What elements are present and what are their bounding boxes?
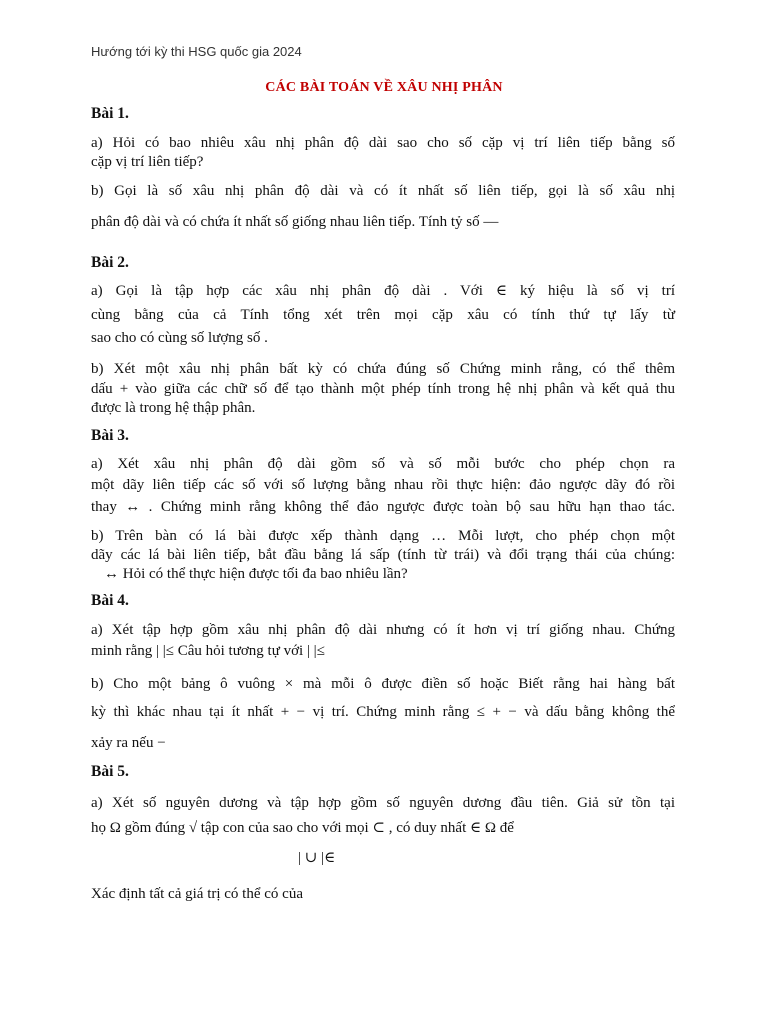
problem-4-heading: Bài 4. (91, 592, 129, 609)
problem-3a-line-2: một dãy liên tiếp các số với số lượng bằng nhau rồi thực hiện: đảo ngược dãy đó rồi (91, 477, 675, 493)
page-header: Hướng tới kỳ thi HSG quốc gia 2024 (91, 44, 302, 59)
problem-2a-line-3: sao cho có cùng số lượng số . (91, 330, 268, 346)
problem-2b-line-3: được là trong hệ thập phân. (91, 400, 256, 416)
problem-4b-line-2: kỳ thì khác nhau tại ít nhất + − vị trí. Chứng minh rằng ≤ + − và dấu bằng không thể (91, 704, 675, 720)
problem-2b-line-2: dấu + vào giữa các chữ số để tạo thành một phép tính trong hệ nhị phân và kết quả thu (91, 381, 675, 397)
problem-5a-line-1: a) Xét số nguyên dương và tập hợp gồm số nguyên dương đầu tiên. Giả sử tồn tại (91, 795, 675, 811)
problem-5a-line-3: | ∪ |∈ (298, 850, 336, 866)
problem-1b-line-2: phân độ dài và có chứa ít nhất số giống nhau liên tiếp. Tính tỷ số — (91, 214, 499, 230)
problem-4a-line-2: minh rằng | |≤ Câu hỏi tương tự với | |≤ (91, 643, 325, 659)
problem-2b-line-1: b) Xét một xâu nhị phân bất kỳ có chứa đúng số Chứng minh rằng, có thể thêm (91, 361, 675, 377)
problem-1a-line-2: cặp vị trí liên tiếp? (91, 154, 204, 170)
problem-1-heading: Bài 1. (91, 105, 129, 122)
problem-2-heading: Bài 2. (91, 254, 129, 271)
problem-3a-line-3: thay ↔ . Chứng minh rằng không thể đảo ngược được toàn bộ sau hữu hạn thao tác. (91, 499, 675, 515)
problem-1a-line-1: a) Hỏi có bao nhiêu xâu nhị phân độ dài sao cho số cặp vị trí liên tiếp bằng số (91, 135, 675, 151)
problem-4b-line-1: b) Cho một bảng ô vuông × mà mỗi ô được điền số hoặc Biết rằng hai hàng bất (91, 676, 675, 692)
problem-3b-line-3: ↔ Hỏi có thể thực hiện được tối đa bao nhiêu lần? (104, 566, 408, 582)
problem-1b-line-1: b) Gọi là số xâu nhị phân độ dài và có ít nhất số liên tiếp, gọi là số xâu nhị (91, 183, 675, 199)
problem-5a-line-2: họ Ω gồm đúng √ tập con của sao cho với mọi ⊂ , có duy nhất ∈ Ω để (91, 820, 514, 836)
document-title: CÁC BÀI TOÁN VỀ XÂU NHỊ PHÂN (265, 80, 503, 95)
problem-5-last-line: Xác định tất cả giá trị có thể có của (91, 886, 303, 902)
problem-3b-line-1: b) Trên bàn có lá bài được xếp thành dạng … Mỗi lượt, cho phép chọn một (91, 528, 675, 544)
problem-3a-line-1: a) Xét xâu nhị phân độ dài gồm số và số mỗi bước cho phép chọn ra (91, 456, 675, 472)
problem-3b-line-2: dãy các lá bài liên tiếp, bắt đầu bằng lá sấp (tính từ trái) và đổi trạng thái của chúng: (91, 547, 675, 563)
problem-4a-line-1: a) Xét tập hợp gồm xâu nhị phân độ dài nhưng có ít hơn vị trí giống nhau. Chứng (91, 622, 675, 638)
problem-3-heading: Bài 3. (91, 427, 129, 444)
problem-2a-line-1: a) Gọi là tập hợp các xâu nhị phân độ dài . Với ∈ ký hiệu là số vị trí (91, 283, 675, 299)
problem-5-heading: Bài 5. (91, 763, 129, 780)
problem-2a-line-2: cùng bằng của cả Tính tổng xét trên mọi cặp xâu có tính thứ tự lấy từ (91, 307, 675, 323)
problem-4b-line-3: xảy ra nếu − (91, 735, 166, 751)
